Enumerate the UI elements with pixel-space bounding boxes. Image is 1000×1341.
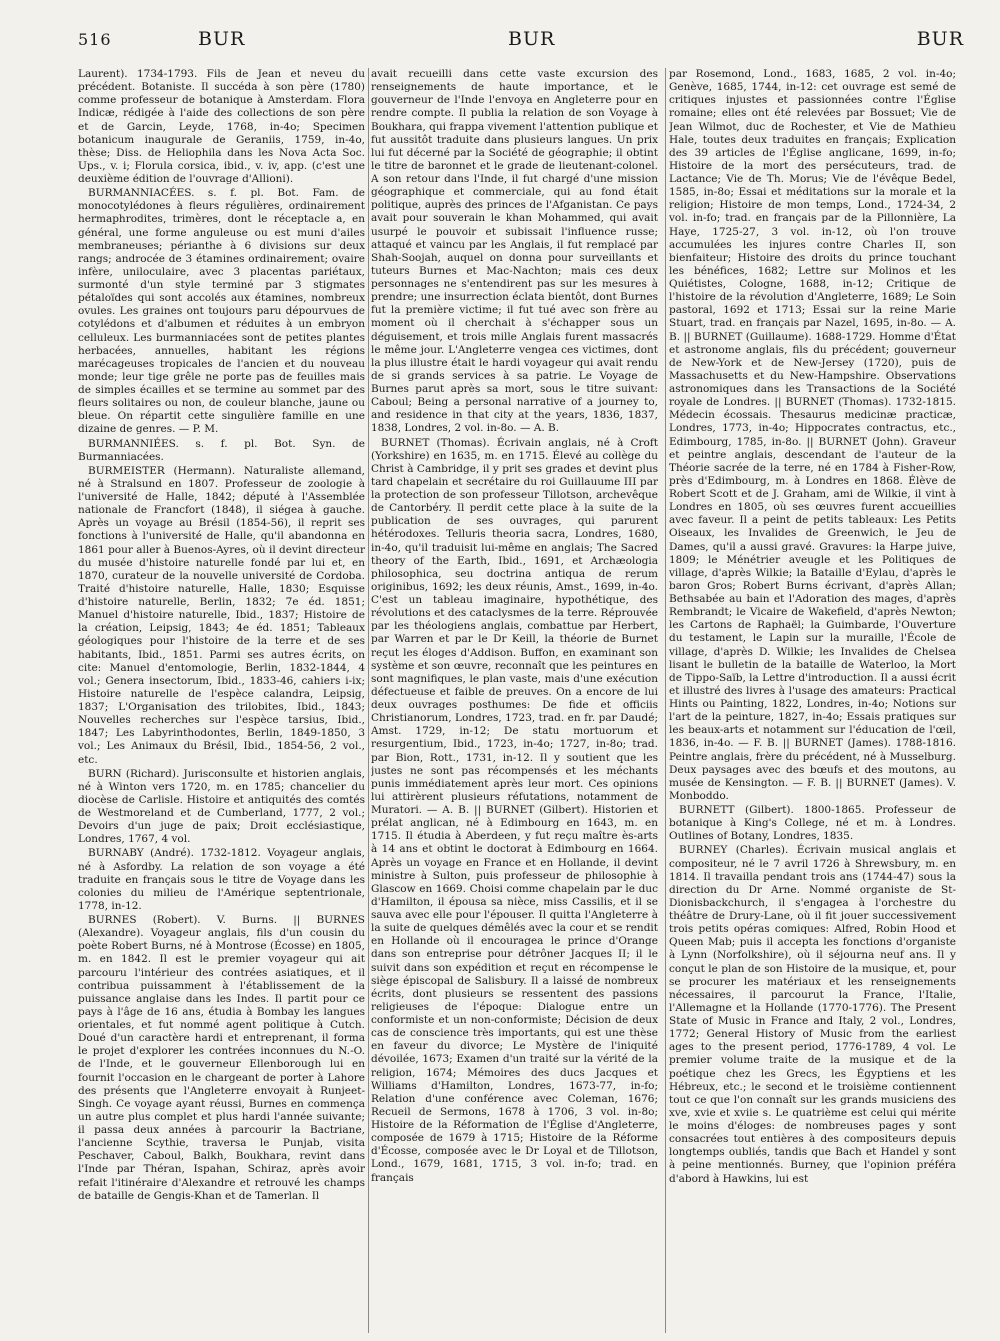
entry-text: BURNABY (André). 1732-1812. Voyageur anglais, né à Asfordby. La relation de son voyage a été traduite en français sous le titre de Voyage dans les colonies du milieu de l'Amérique septentrionale, 1778, in-12.: [78, 847, 365, 912]
column-2: [371, 68, 658, 1333]
entry-text: BURMANNIACÉES. s. f. pl. Bot. Fam. de monocotylédones à fleurs régulières, ordinairement hermaphrodites, trimères, dont le réceptacle a, en général, une forme anguleuse ou est muni d'ailes membraneuses; périanthe à 6 divisions sur deux rangs; androcée de 3 étamines ordinairement; ovaire infère, uniloculaire, avec 3 placentas pariétaux, surmonté d'un style terminé par 3 stigmates pétaloïdes qui sont accolés aux étamines, nombreux ovules. Les graines ont toujours paru dépourvues de cotylédons et d'albumen et réduites à un embryon celluleux. Les burmanniacées sont de petites plantes herbacées, annuelles, habitant les régions marécageuses tropicales de l'ancien et du nouveau monde; leur tige grêle ne porte pas de feuilles mais de simples écailles et se termine au sommet par des fleurs solitaires ou non, de couleur blanche, jaune ou bleue. On répartit cette singulière famille en une dizaine de genres. — P. M.: [78, 187, 365, 436]
entry-text: avait recueilli dans cette vaste excursion des renseignements de haute importance, et le gouverneur de l'Inde l'envoya en Angleterre pour en rendre compte. Il publia la relation de son Voyage à Boukhara, qui frappa vivement l'attention publique et fut aussitôt traduite dans plusieurs langues. Un prix lui fut décerné par la Société de géographie; il obtint le titre de baronnet et le grade de lieutenant-colonel. A son retour dans l'Inde, il fut chargé d'une mission géographique et commerciale, qui au fond était politique, auprès des princes de l'Afganistan. Ce pays avait pour souverain le khan Mohammed, qui avait usurpé le pouvoir et subissait l'influence russe; attaqué et vaincu par les Anglais, il fut remplacé par Shah-Soojah, auquel on donna pour surveillants et tuteurs Burnes et Mac-Nachton; mais ces deux personnages ne s'entendirent pas sur les mesures à prendre; une insurrection éclata bientôt, dont Burnes fut la première victime; il fut tué avec son frère au moment où il cherchait à s'échapper sous un déguisement, et trois mille Anglais furent massacrés le même jour. L'Angleterre vengea ces victimes, dont la plus illustre était le hardi voyageur qui avait rendu de si grands services à sa patrie. Le Voyage de Burnes parut après sa mort, sous le titre suivant: Caboul; Being a personal narrative of a journey to, and residence in that city at the years, 1836, 1837, 1838, Londres, 2 vol. in-8o. — A. B.: [371, 68, 658, 435]
entry-text: BURNETT (Gilbert). 1800-1865. Professeur de botanique à King's College, né et m. à Londres. Outlines of Botany, Londres, 1835.: [669, 804, 956, 843]
page-number: 516: [78, 30, 112, 49]
column-rule: [665, 68, 666, 1333]
entry-text: BURMANNIÉES. s. f. pl. Bot. Syn. de Burmanniacées.: [78, 437, 365, 463]
page-header: [78, 28, 964, 58]
running-head-center: BUR: [508, 28, 556, 50]
running-head-left: BUR: [198, 28, 246, 50]
entry-text: BURN (Richard). Jurisconsulte et historien anglais, né à Winton vers 1720, m. en 1785; chancelier du diocèse de Carlisle. Histoire et antiquités des comtés de Westmoreland et de Cumberland, 1777, 2 vol.; Devoirs d'un juge de paix; Droit ecclésiastique, Londres, 1767, 4 vol.: [78, 767, 365, 846]
column-rule: [368, 68, 369, 1333]
entry-text: BURNEY (Charles). Écrivain musical anglais et compositeur, né le 7 avril 1726 à Shrewsbury, m. en 1814. Il travailla pendant trois ans (1744-47) sous la direction du Dr Arne. Nommé organiste de St-Dionisbackchurch, il s'engagea à l'orchestre du théâtre de Drury-Lane, où il fit jouer successivement trois petits opéras comiques: Alfred, Robin Hood et Queen Mab; puis il accepta les fonctions d'organiste à Lynn (Norfolkshire), où il séjourna neuf ans. Il y conçut le plan de son Histoire de la musique, et, pour se procurer les matériaux et les renseignements nécessaires, il parcourut la France, l'Italie, l'Allemagne et la Hollande (1770-1776). The Present State of Music in France and Italy, 2 vol., Londres, 1772; General History of Music from the earliest ages to the present period, 1776-1789, 4 vol. Le premier volume traite de la musique et de la poétique chez les Grecs, les Égyptiens et les Hébreux, etc.; le second et le troisième contiennent tout ce que l'on connaît sur les grands musiciens des xve, xvie et xviie s. Le quatrième est celui qui mérite le moins d'éloges: de nombreuses pages y sont consacrées tout entières à des compositeurs depuis longtemps oubliés, tandis que Bach et Handel y sont à peine mentionnés. Burney, que l'opinion préféra d'abord à Hawkins, lui est: [669, 844, 956, 1185]
entry-text: BURNES (Robert). V. Burns. || BURNES (Alexandre). Voyageur anglais, fils d'un cousin du poète Robert Burns, né à Montrose (Écosse) en 1805, m. en 1842. Il est le premier voyageur qui ait parcouru l'intérieur des contrées asiatiques, et il contribua puissamment à l'établissement de la puissance anglaise dans les Indes. Il partit pour ce pays à l'âge de 16 ans, étudia à Bombay les langues orientales, et fut nommé agent politique à Cutch. Doué d'un caractère hardi et entreprenant, il forma le projet d'explorer les contrées inconnues du N.-O. de l'Inde, et le gouverneur Ellenborough lui en fournit l'occasion en le chargeant de porter à Lahore des présents que l'Angleterre envoyait à Runjeet-Singh. Ce voyage ayant réussi, Burnes en commença un autre plus complet et plus hardi l'année suivante; il passa deux années à parcourir la Bactriane, l'ancienne Scythie, traversa le Punjab, visita Peschaver, Caboul, Balkh, Boukhara, revint dans l'Inde par Théran, Ispahan, Schiraz, après avoir refait l'itinéraire d'Alexandre et retrouvé les champs de bataille de Gengis-Khan et de Tamerlan. Il: [78, 914, 365, 1202]
column-1: [78, 68, 365, 1333]
entry-text: BURNET (Thomas). Écrivain anglais, né à Croft (Yorkshire) en 1635, m. en 1715. Élevé au collège du Christ à Cambridge, il y prit ses grades et devint plus tard chapelain et secrétaire du roi Guillauume III par la protection de son professeur Tillotson, archevêque de Cantorbéry. Il perdit cette place à la suite de la publication de ses ouvrages, qui parurent hétérodoxes. Telluris theoria sacra, Londres, 1680, in-4o, qu'il traduisit lui-même en anglais; The Sacred theory of the Earth, Ibid., 1691, et Archæologia philosophica, seu doctrina antiqua de rerum originibus, 1692; les deux réunis, Amst., 1699, in-4o. C'est un tableau imaginaire, hypothétique, des révolutions et des cataclysmes de la terre. Réprouvée par les théologiens anglais, combattue par Herbert, par Warren et par le Dr Keill, la théorie de Burnet reçut les éloges d'Addison. Buffon, en examinant son système et son œuvre, reconnaît que les peintures en sont magnifiques, le plan vaste, mais d'une exécution défectueuse et faible de preuves. On a encore de lui deux ouvrages posthumes: De fide et officiis Christianorum, Londres, 1723, trad. en fr. par Daudé; Amst. 1729, in-12; De statu mortuorum et resurgentium, Ibid., 1723, in-4o; 1727, in-8o; trad. par Bion, Rott., 1731, in-12. Il y soutient que les justes ne sont pas récompensés et les méchants punis immédiatement après leur mort. Ces opinions lui attirèrent plusieurs réfutations, notamment de Muratori. — A. B. || BURNET (Gilbert). Historien et prélat anglican, né à Edimbourg en 1643, m. en 1715. Il étudia à Aberdeen, y fut reçu maître ès-arts à 14 ans et obtint le doctorat à Edimbourg en 1664. Après un voyage en France et en Hollande, il devint ministre à Sulton, puis professeur de philosophie à Glascow en 1669. Choisi comme chapelain par le duc d'Hamilton, il épousa sa nièce, miss Cassilis, et il se sauva avec elle pour l'épouser. Il quitta l'Angleterre à la suite de quelques démêlés avec la cour et se rendit en Hollande où il encouragea le prince d'Orange dans son entreprise pour détrôner Jacques II; il le suivit dans son expédition et reçut en récompense le siège épiscopal de Salisbury. Il a laissé de nombreux écrits, dont plusieurs se ressentent des passions religieuses de l'époque: Dialogue entre un conformiste et un non-conformiste; Décision de deux cas de conscience très importants, qui est une thèse en faveur du divorce; Le Mystère de l'iniquité dévoilée, 1673; Examen d'un traité sur la vérité de la religion, 1674; Mémoires des ducs Jacques et Williams d'Hamilton, Londres, 1673-77, in-fo; Relation d'une conférence avec Coleman, 1676; Recueil de Sermons, 1678 à 1706, 3 vol. in-8o; Histoire de la Réformation de l'Église d'Angleterre, composée de 1679 à 1715; Histoire de la Réforme d'Écosse, composée avec le Dr Loyal et de Tillotson, Lond., 1679, 1681, 1715, 3 vol. in-fo; trad. en français: [371, 436, 658, 1184]
entry-text: BURMEISTER (Hermann). Naturaliste allemand, né à Stralsund en 1807. Professeur de zoologie à l'université de Halle, 1842; député à l'Assemblée nationale de Francfort (1848), il siégea à gauche. Après un voyage au Brésil (1854-56), il reprit ses fonctions à l'université de Halle, qu'il abandonna en 1861 pour aller à Buenos-Ayres, où il devint directeur du musée d'histoire naturelle fondé par lui et, en 1870, curateur de la nouvelle université de Cordoba. Traité d'histoire naturelle, Halle, 1830; Esquisse d'histoire naturelle, Berlin, 1832; 7e éd. 1851; Manuel d'histoire naturelle, Ibid., 1837; Histoire de la création, Leipsig, 1843; 4e éd. 1851; Tableaux géologiques pour l'histoire de la terre et de ses habitants, Ibid., 1851. Parmi ses autres écrits, on cite: Manuel d'entomologie, Berlin, 1832-1844, 4 vol.; Genera insectorum, Ibid., 1833-46, cahiers i-ix; Histoire naturelle de l'espèce calandra, Leipsig, 1837; L'Organisation des trilobites, Ibid., 1843; Nouvelles recherches sur l'espèce tarsius, Ibid., 1847; Les Labyrinthodontes, Berlin, 1849-1850, 3 vol.; Les Animaux du Brésil, Ibid., 1854-56, 2 vol., etc.: [78, 464, 365, 766]
running-head-right: BUR: [916, 28, 964, 50]
column-3: [669, 68, 956, 1333]
entry-text: par Rosemond, Lond., 1683, 1685, 2 vol. in-4o; Genève, 1685, 1744, in-12: cet ouvrage est semé de critiques injustes et passionnées contre l'Église romaine; elles ont été relevées par Bossuet; Vie de Jean Wilmot, duc de Rochester, et Vie de Mathieu Hale, toutes deux traduites en français; Explication des 39 articles de l'Église anglicane, 1699, in-fo; Histoire de la mort des persécuteurs, trad. de Lactance; Vie de Th. Morus; Vie de l'évêque Bedel, 1585, in-8o; Essai et méditations sur la morale et la religion; Histoire de mon temps, Lond., 1724-34, 2 vol. in-fo; trad. en français par de la Pillonnière, La Haye, 1725-27, 3 vol. in-12, où l'on trouve accumulées les injures contre Charles II, son bienfaiteur; Histoire des droits du prince touchant les bénéfices, 1682; Lettre sur Molinos et les Quiétistes, Cologne, 1688, in-12; Critique de l'histoire de la révolution d'Angleterre, 1689; Le Soin pastoral, 1692 et 1713; Essai sur la reine Marie Stuart, trad. en français par Nazel, 1695, in-8o. — A. B. || BURNET (Guillaume). 1688-1729. Homme d'État et astronome anglais, fils du précédent; gouverneur de New-York et de New-Jersey (1720), puis de Massachusetts et du New-Hampshire. Observations astronomiques dans les Transactions de la Société royale de Londres. || BURNET (Thomas). 1732-1815. Médecin écossais. Thesaurus medicinæ practicæ, Londres, 1773, in-4o; Hippocrates contractus, etc., Edimbourg, 1785, in-8o. || BURNET (John). Graveur et peintre anglais, descendant de l'auteur de la Théorie sacrée de la terre, né en 1784 à Fisher-Row, près d'Edimbourg, m. à Londres en 1868. Élève de Robert Scott et de J. Graham, ami de Wilkie, il vint à Londres en 1805, où ses œuvres furent accueillies avec faveur. Il a peint de petits tableaux: Les Petits Oiseaux, les Invalides de Greenwich, le Jeu de Dames, qu'il a aussi gravé. Gravures: la Harpe juive, 1809; le Ménétrier aveugle et les Politiques de village, d'après Wilkie; la Bataille d'Eylau, d'après le baron Gros; Robert Burns écrivant, d'après Allan; Bethsabée au bain et l'Adoration des mages, d'après Rembrandt; le Vicaire de Wakefield, d'après Newton; les Cartons de Raphaël; la Guimbarde, l'Ouverture du testament, le Lapin sur la muraille, l'École de village, d'après D. Wilkie; les Invalides de Chelsea lisant le bulletin de la bataille de Waterloo, la Mort de Tippo-Saïb, la Lettre d'introduction. Il a aussi écrit et illustré des livres à l'usage des amateurs: Practical Hints ou Painting, 1822, Londres, in-4o; Notions sur l'art de la peinture, 1827, in-4o; Essais pratiques sur les beaux-arts et notamment sur l'éducation de l'œil, 1836, in-4o. — F. B. || BURNET (James). 1788-1816. Peintre anglais, frère du précédent, né à Musselburg. Deux paysages avec des bœufs et des moutons, au musée de Kensington. — F. B. || BURNET (James). V. Monboddo.: [669, 68, 956, 802]
entry-text: Laurent). 1734-1793. Fils de Jean et neveu du précédent. Botaniste. Il succéda à son père (1780) comme professeur de botanique à Amsterdam. Flora Indicæ, rédigée à l'aide des collections de son père et de Garcin, Leyde, 1768, in-4o; Specimen botanicum inaugurale de Geraniis, 1759, in-4o, thèse; Diss. de Heliophila dans les Nova Acta Soc. Ups., v. i; Florula corsica, ibid., v. iv, app. (c'est une deuxième édition de l'ouvrage d'Allioni).: [78, 68, 365, 185]
